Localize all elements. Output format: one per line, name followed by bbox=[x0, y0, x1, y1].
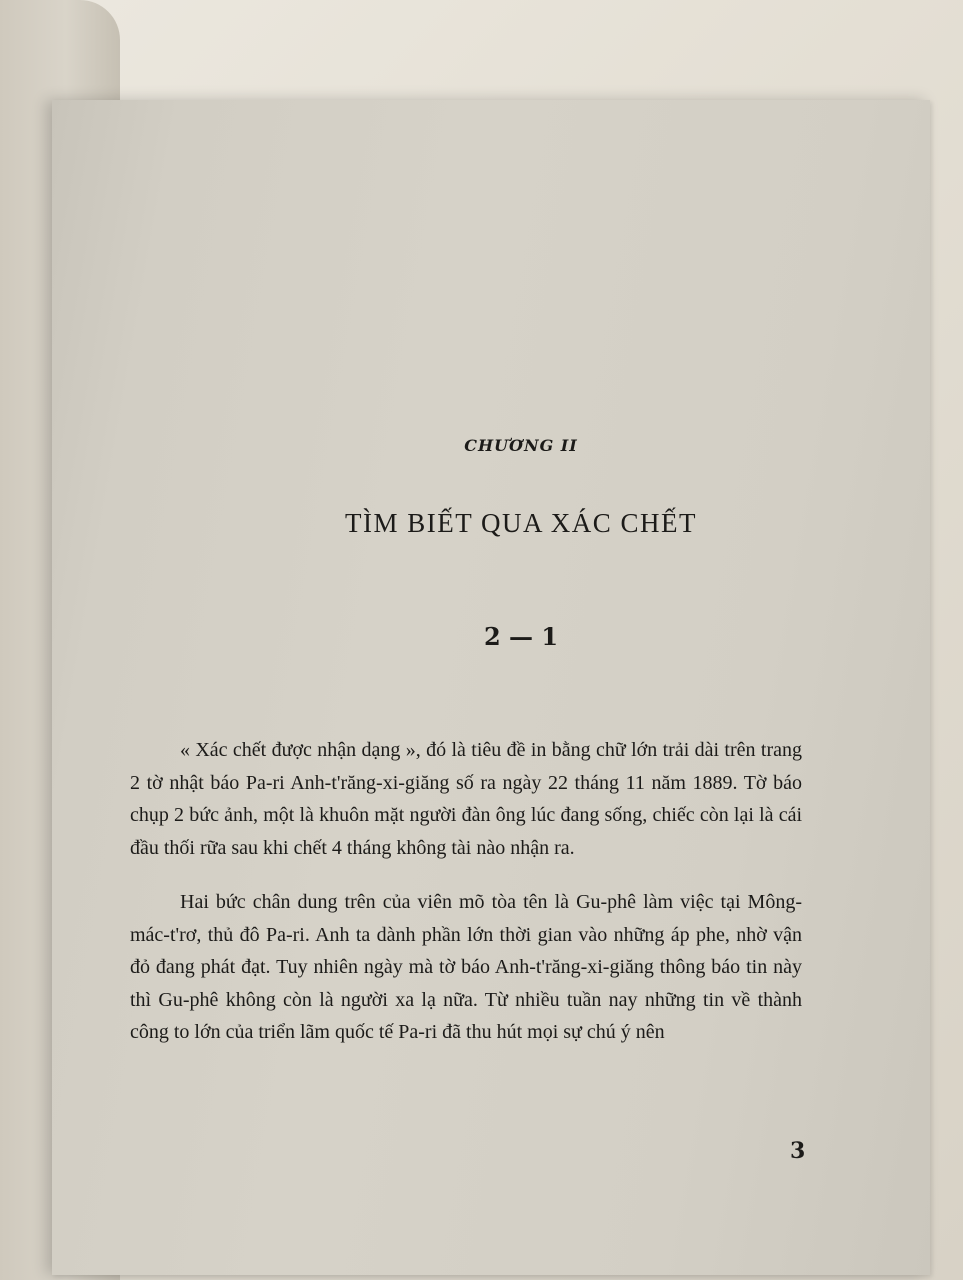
chapter-label: CHƯƠNG II bbox=[464, 436, 578, 455]
page-content bbox=[52, 100, 930, 1275]
chapter-title: TÌM BIẾT QUA XÁC CHẾT bbox=[345, 508, 697, 538]
section-number: 2 — 1 bbox=[483, 622, 559, 651]
body-text bbox=[130, 734, 802, 1071]
paragraph-2: Hai bức chân dung trên của viên mõ tòa tên là Gu-phê làm việc tại Mông-mác-t'rơ, thủ đô Pa-ri. Anh ta dành phần lớn thời gian vào những áp phe, nhờ vận đỏ đang phát đạt. Tuy nhiên ngày mà tờ báo Anh-t'răng-xi-giăng thông báo tin này thì Gu-phê không còn là người xa lạ nữa. Từ nhiều tuần nay những tin về thành công to lớn của triển lãm quốc tế Pa-ri đã thu hút mọi sự chú ý nên bbox=[130, 891, 802, 1043]
book-page bbox=[52, 100, 930, 1275]
page-number: 3 bbox=[790, 1138, 806, 1164]
paragraph-1: « Xác chết được nhận dạng », đó là tiêu đề in bằng chữ lớn trải dài trên trang 2 tờ nhật báo Pa-ri Anh-t'răng-xi-giăng số ra ngày 22 tháng 11 năm 1889. Tờ báo chụp 2 bức ảnh, một là khuôn mặt người đàn ông lúc đang sống, chiếc còn lại là cái đầu thối rữa sau khi chết 4 tháng không tài nào nhận ra. bbox=[130, 739, 802, 859]
